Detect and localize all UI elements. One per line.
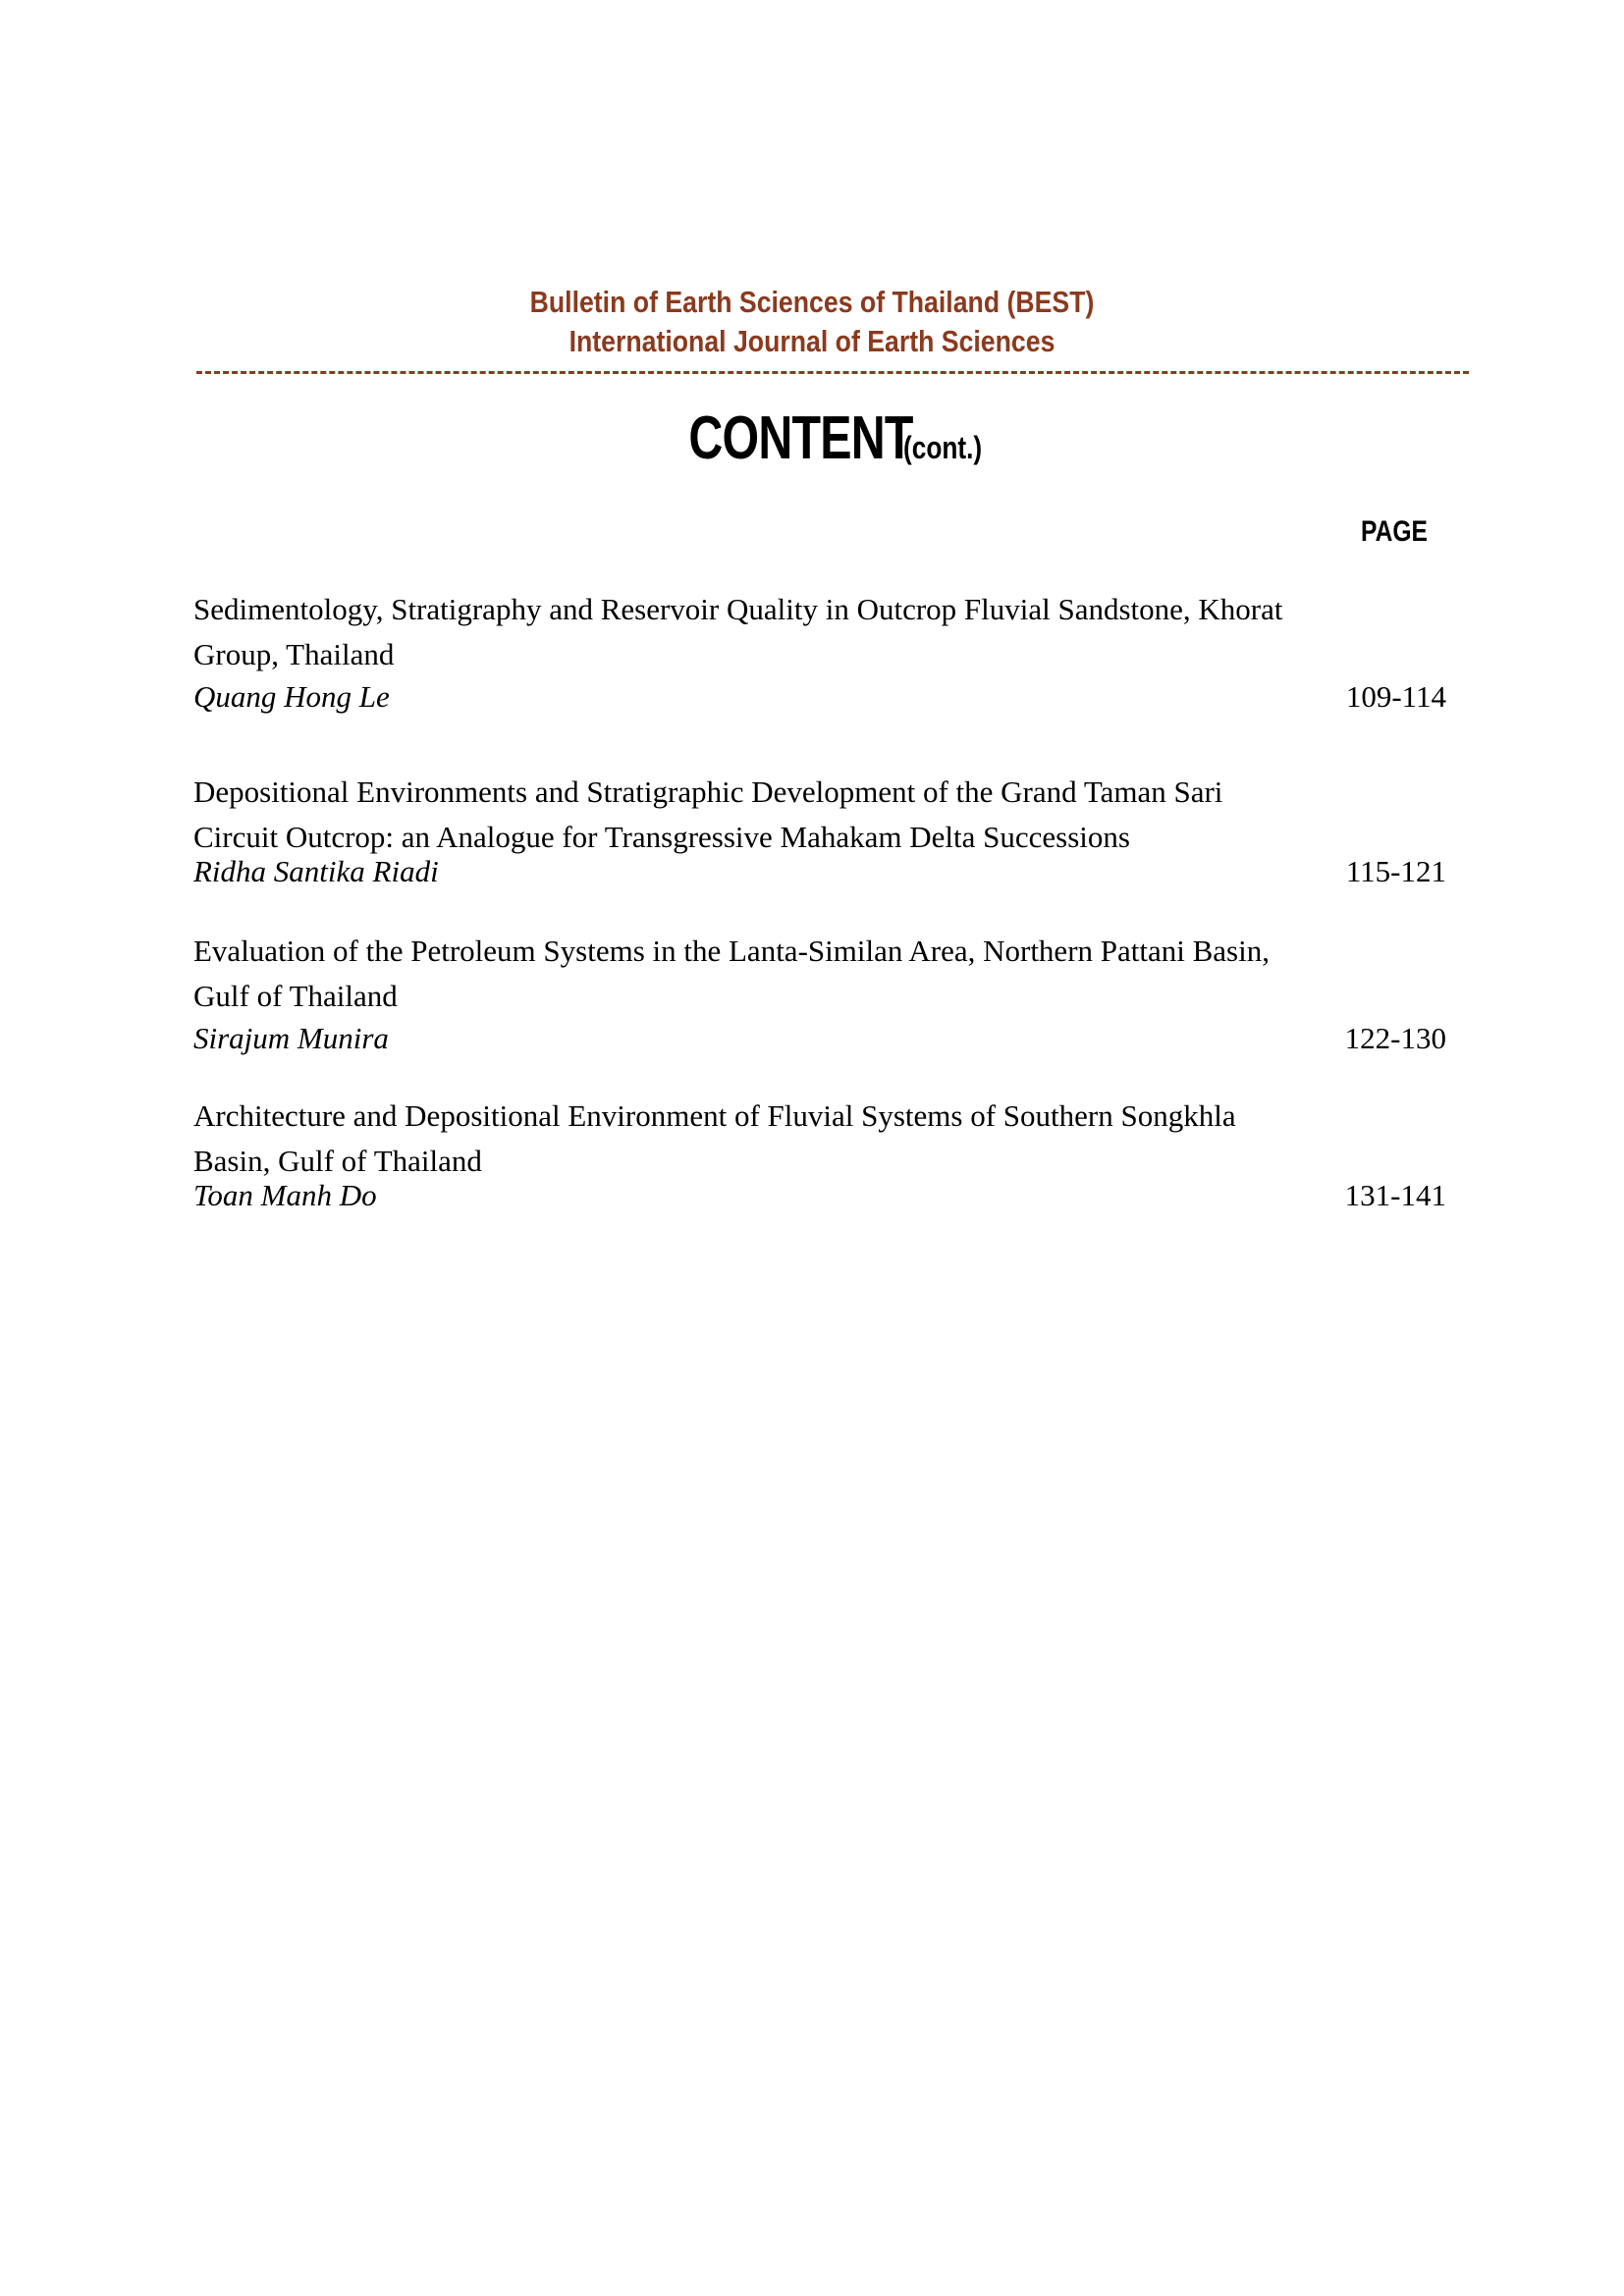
toc-entry-title: Architecture and Depositional Environment of Fluvial Systems of Southern Songkhla Basin, Gulf of Thailand bbox=[193, 1098, 1236, 1178]
header-divider bbox=[196, 371, 1469, 374]
toc-entry-author: Sirajum Munira bbox=[193, 1021, 389, 1055]
content-heading: CONTENT bbox=[687, 404, 913, 472]
toc-entry-meta bbox=[193, 1176, 1470, 1215]
toc-entry bbox=[193, 1094, 1470, 1215]
toc-entry bbox=[193, 929, 1470, 1058]
toc-entry-title: Sedimentology, Stratigraphy and Reservoir Quality in Outcrop Fluvial Sandstone, Khorat Group, Thailand bbox=[193, 592, 1283, 671]
toc-entry bbox=[193, 770, 1470, 891]
toc-entry-meta bbox=[193, 1019, 1470, 1058]
toc-entry-title: Evaluation of the Petroleum Systems in the Lanta-Similan Area, Northern Pattani Basin, Gulf of Thailand bbox=[193, 934, 1270, 1013]
toc-entry-pages: 109-114 bbox=[1345, 679, 1446, 714]
toc-entry-title: Depositional Environments and Stratigraphic Development of the Grand Taman Sari Circuit Outcrop: an Analogue for Transgressive Mahakam Delta Successions bbox=[193, 774, 1223, 854]
toc-entry-meta bbox=[193, 852, 1470, 891]
toc-entry-meta bbox=[193, 677, 1470, 717]
journal-header bbox=[0, 283, 1624, 361]
toc-entry-pages: 115-121 bbox=[1345, 854, 1446, 888]
toc-entry-author: Toan Manh Do bbox=[193, 1178, 377, 1212]
journal-name: Bulletin of Earth Sciences of Thailand (BEST) bbox=[529, 285, 1095, 319]
toc-entry-author: Ridha Santika Riadi bbox=[193, 854, 439, 888]
page-column-label: PAGE bbox=[1361, 515, 1428, 548]
toc-entry bbox=[193, 587, 1470, 717]
content-heading-suffix: (cont.) bbox=[902, 430, 982, 465]
toc-entry-pages: 131-141 bbox=[1344, 1178, 1446, 1212]
toc-entry-author: Quang Hong Le bbox=[193, 679, 390, 714]
page-title bbox=[0, 404, 1624, 482]
journal-subtitle: International Journal of Earth Sciences bbox=[568, 324, 1056, 358]
toc-entry-pages: 122-130 bbox=[1344, 1021, 1446, 1055]
